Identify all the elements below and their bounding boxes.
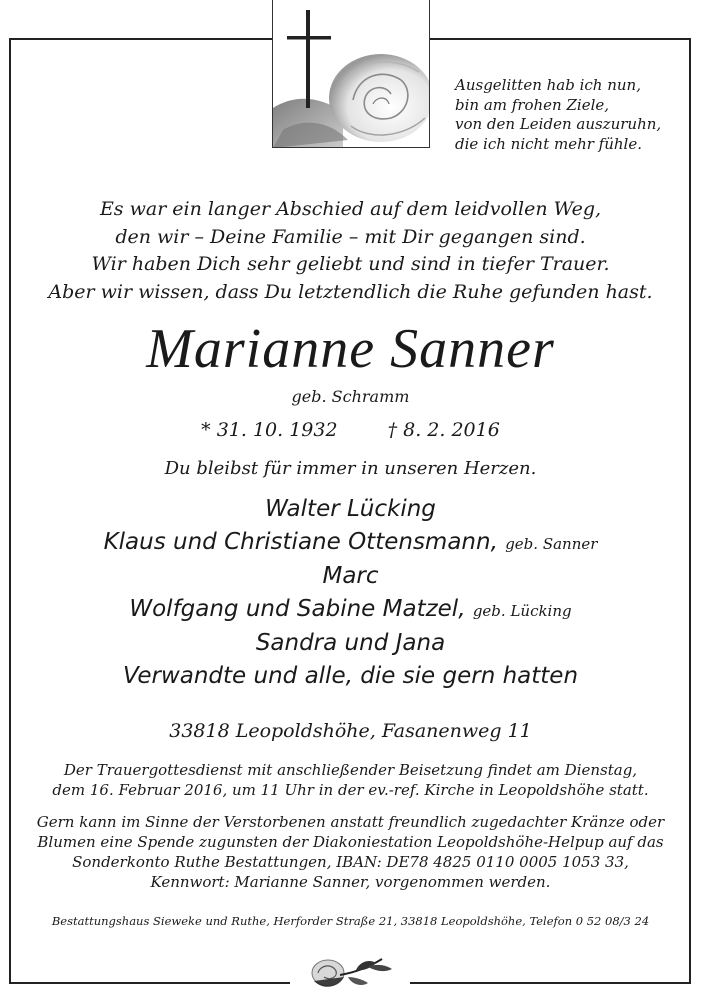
intro-text [0, 196, 701, 306]
deceased-name: Marianne Sanner [146, 318, 555, 380]
funeral-service-info [0, 760, 701, 800]
mourner-maiden-name: geb. Lücking [472, 601, 572, 620]
mourner-name: Klaus und Christiane Ottensmann, [103, 528, 498, 555]
rose-branch-icon [290, 943, 410, 1000]
birth-date: * 31. 10. 1932 [201, 419, 338, 441]
donation-info [0, 812, 701, 892]
donation-line: Gern kann im Sinne der Verstorbenen anstatt freundlich zugedachter Kränze oder [36, 813, 665, 831]
mourner-maiden-name: geb. Sanner [505, 534, 598, 553]
intro-line: Aber wir wissen, dass Du letztendlich die Ruhe gefunden hast. [48, 280, 653, 303]
family-address: 33818 Leopoldshöhe, Fasanenweg 11 [169, 720, 532, 742]
poem-verse [455, 76, 690, 154]
mourner-name: Sandra und Jana [255, 630, 446, 656]
rose-branch-image [290, 943, 410, 1000]
cross-rose-icon [273, 0, 430, 148]
poem-line: Ausgelitten hab ich nun, [455, 76, 641, 94]
mourner-name: Walter Lücking [265, 496, 436, 522]
mourner-name: Marc [322, 563, 379, 589]
maiden-name: geb. Schramm [291, 387, 410, 406]
intro-line: Wir haben Dich sehr geliebt und sind in tiefer Trauer. [91, 253, 610, 275]
intro-line: den wir – Deine Familie – mit Dir gegangen sind. [115, 225, 586, 248]
donation-line: Blumen eine Spende zugunsten der Diakoniestation Leopoldshöhe-Helpup auf das [37, 833, 664, 851]
mourner-row [0, 593, 701, 628]
mourner-row [0, 660, 701, 693]
service-line: Der Trauergottesdienst mit anschließender Beisetzung findet am Dienstag, [63, 761, 638, 779]
death-date: † 8. 2. 2016 [387, 419, 500, 441]
mourner-row [0, 493, 701, 526]
undertaker-info: Bestattungshaus Sieweke und Ruthe, Herforder Straße 21, 33818 Leopoldshöhe, Telefon 0 52 08/3 24 [51, 914, 650, 928]
mourners-list [0, 493, 701, 692]
poem-line: bin am frohen Ziele, [455, 95, 610, 114]
motto: Du bleibst für immer in unseren Herzen. [164, 458, 537, 479]
intro-line: Es war ein langer Abschied auf dem leidvollen Weg, [99, 198, 602, 220]
cross-rose-image [272, 0, 430, 148]
mourner-row [0, 560, 701, 593]
poem-line: von den Leiden auszuruhn, [455, 115, 662, 133]
life-dates [0, 417, 701, 443]
mourner-row [0, 627, 701, 660]
poem-line: die ich nicht mehr fühle. [455, 134, 643, 153]
mourner-name: Wolfgang und Sabine Matzel, [129, 595, 466, 622]
service-line: dem 16. Februar 2016, um 11 Uhr in der ev.-ref. Kirche in Leopoldshöhe statt. [52, 781, 649, 799]
mourner-name: Verwandte und alle, die sie gern hatten [122, 662, 579, 689]
mourner-row [0, 526, 701, 561]
donation-line: Sonderkonto Ruthe Bestattungen, IBAN: DE78 4825 0110 0005 1053 33, [72, 853, 629, 871]
donation-line: Kennwort: Marianne Sanner, vorgenommen werden. [150, 873, 551, 891]
